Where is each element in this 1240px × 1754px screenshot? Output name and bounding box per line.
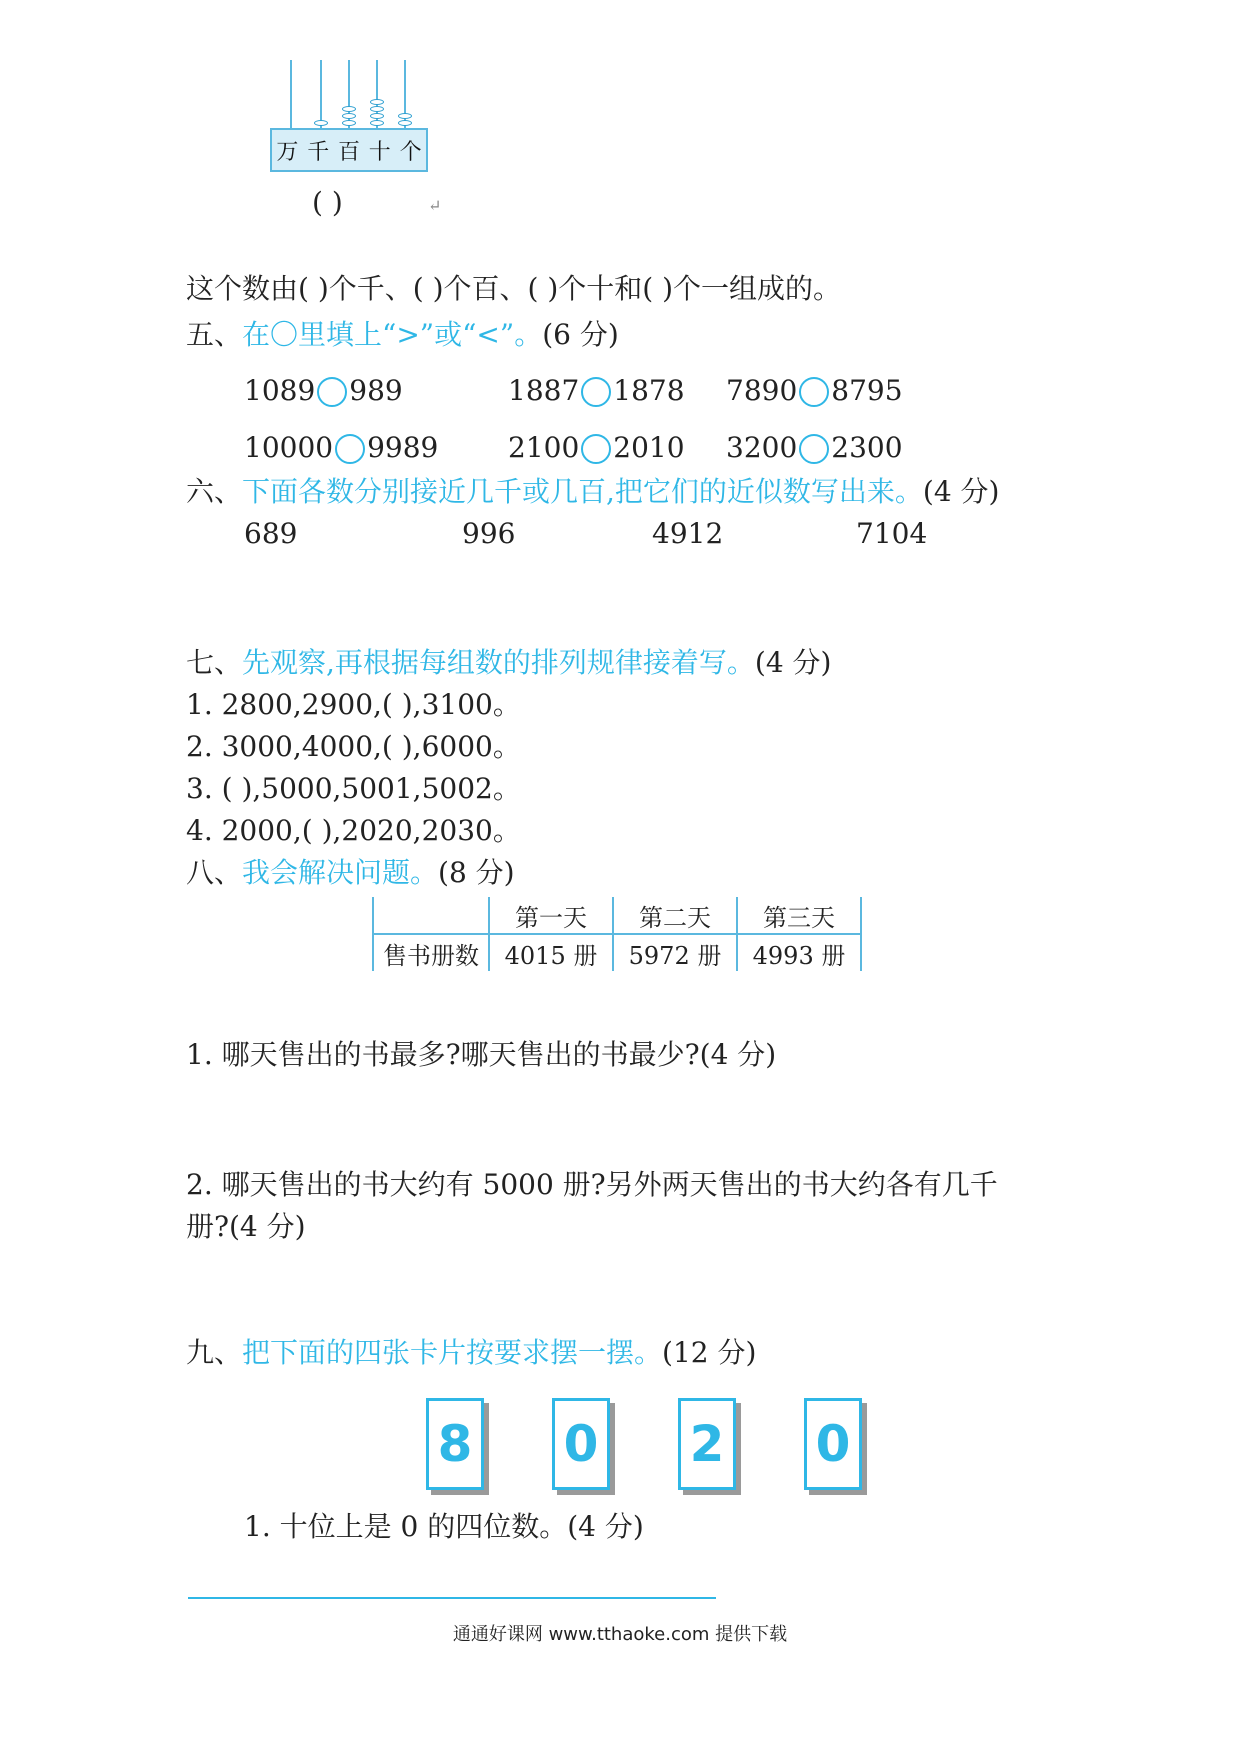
abacus-answer-blank[interactable]: ( )	[312, 186, 343, 219]
abacus-bead	[314, 120, 328, 126]
abacus-bead	[370, 120, 384, 126]
q9-instruction: 把下面的四张卡片按要求摆一摆。	[242, 1336, 663, 1369]
comparison-item: 1089 989	[244, 374, 403, 407]
answer-line[interactable]	[188, 1597, 716, 1599]
abacus-bead	[342, 113, 356, 119]
comparison-item: 1887 1878	[508, 374, 685, 407]
q7-number: 七、	[186, 646, 243, 679]
table-header-cell: 第二天	[613, 897, 737, 934]
q8-sub2-line2: 册?(4 分)	[186, 1210, 306, 1243]
q6-number: 六、	[186, 475, 243, 508]
abacus-label: 个	[399, 139, 422, 165]
q6-score: (4 分)	[922, 475, 1000, 508]
q8-sub2-line1: 2. 哪天售出的书大约有 5000 册?另外两天售出的书大约各有几千	[186, 1168, 998, 1201]
compare-circle[interactable]	[581, 377, 611, 407]
table-header-cell: 第一天	[489, 897, 613, 934]
q6-instruction: 下面各数分别接近几千或几百,把它们的近似数写出来。	[242, 475, 923, 508]
q6-heading	[186, 475, 1000, 509]
compare-circle[interactable]	[799, 434, 829, 464]
number-card[interactable]: 0	[804, 1398, 862, 1490]
q4-composition-line: 这个数由( )个千、( )个百、( )个十和( )个一组成的。	[186, 272, 841, 305]
compare-circle[interactable]	[335, 434, 365, 464]
number-card[interactable]: 8	[426, 1398, 484, 1490]
q5-instruction: 在〇里填上“>”或“<”。	[242, 318, 543, 351]
number-card[interactable]: 0	[552, 1398, 610, 1490]
table-row	[373, 934, 861, 971]
q7-heading	[186, 646, 832, 680]
abacus-label: 百	[337, 139, 360, 165]
q7-score: (4 分)	[754, 646, 832, 679]
q7-item: 2. 3000,4000,( ),6000。	[186, 730, 521, 763]
abacus-frame	[270, 128, 428, 172]
table-cell: 4993 册	[737, 934, 861, 971]
table-header-cell: 第三天	[737, 897, 861, 934]
table-cell: 5972 册	[613, 934, 737, 971]
compare-circle[interactable]	[799, 377, 829, 407]
q6-value: 7104	[856, 517, 928, 550]
number-card[interactable]: 2	[678, 1398, 736, 1490]
sales-table	[372, 897, 862, 971]
q9-heading	[186, 1336, 756, 1370]
compare-circle[interactable]	[317, 377, 347, 407]
table-corner-cell	[373, 897, 489, 934]
abacus-label: 千	[307, 139, 330, 165]
table-cell: 4015 册	[489, 934, 613, 971]
q6-value: 996	[462, 517, 516, 550]
abacus-label: 万	[276, 139, 299, 165]
q7-item: 1. 2800,2900,( ),3100。	[186, 688, 521, 721]
comparison-item: 3200 2300	[726, 431, 903, 464]
q8-score: (8 分)	[438, 856, 515, 889]
abacus-label: 十	[368, 139, 391, 165]
comparison-item: 7890 8795	[726, 374, 903, 407]
q8-number: 八、	[186, 856, 243, 889]
abacus-bead	[370, 99, 384, 105]
q6-value: 4912	[652, 517, 724, 550]
q6-value: 689	[244, 517, 298, 550]
abacus-bead	[398, 120, 412, 126]
comparison-item: 10000 9989	[244, 431, 439, 464]
table-header-row	[373, 897, 861, 934]
q7-instruction: 先观察,再根据每组数的排列规律接着写。	[242, 646, 755, 679]
abacus-bead	[370, 106, 384, 112]
return-mark: ↵	[428, 196, 442, 215]
q7-item: 4. 2000,( ),2020,2030。	[186, 814, 521, 847]
table-row-label: 售书册数	[373, 934, 489, 971]
abacus-bead	[342, 106, 356, 112]
comparison-item: 2100 2010	[508, 431, 685, 464]
q8-instruction: 我会解决问题。	[242, 856, 439, 889]
abacus-bead	[342, 120, 356, 126]
abacus-rod-wan	[290, 60, 292, 128]
compare-circle[interactable]	[581, 434, 611, 464]
footer: 通通好课网 www.tthaoke.com 提供下载	[452, 1624, 788, 1645]
q8-sub1: 1. 哪天售出的书最多?哪天售出的书最少?(4 分)	[186, 1038, 777, 1071]
abacus-bead	[398, 113, 412, 119]
q8-heading	[186, 856, 515, 890]
q5-heading	[186, 318, 619, 352]
q9-sub1: 1. 十位上是 0 的四位数。(4 分)	[244, 1510, 644, 1543]
q5-number: 五、	[186, 318, 243, 351]
q9-score: (12 分)	[662, 1336, 757, 1369]
q7-item: 3. ( ),5000,5001,5002。	[186, 772, 521, 805]
q9-number: 九、	[186, 1336, 243, 1369]
q5-score: (6 分)	[542, 318, 619, 351]
abacus-rod-qian	[320, 60, 322, 128]
abacus-bead	[370, 113, 384, 119]
